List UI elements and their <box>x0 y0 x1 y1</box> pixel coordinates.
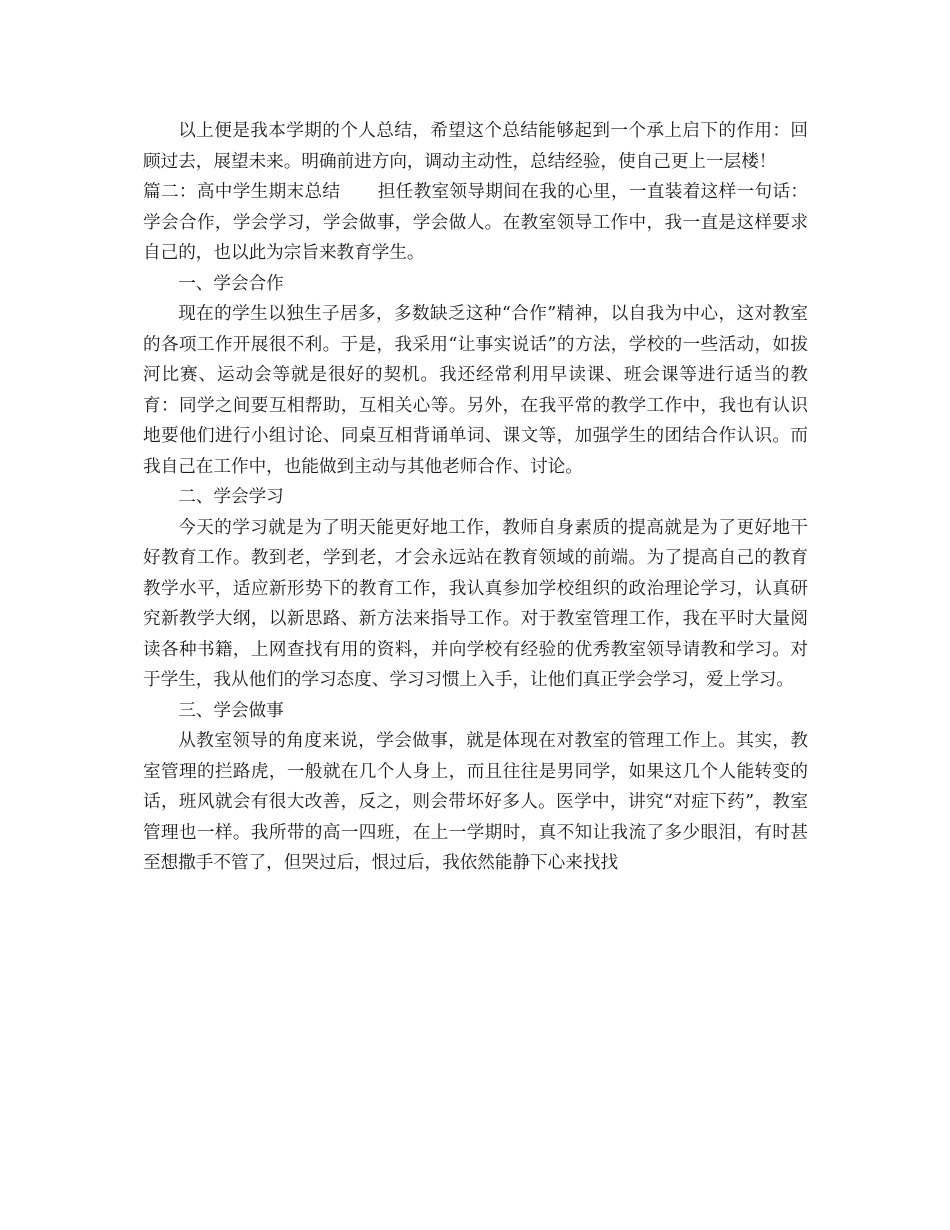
heading-learn-cooperation: 一、学会合作 <box>178 273 284 294</box>
paragraph-work: 从教室领导的角度来说，学会做事，就是体现在对教室的管理工作上。其实，教室管理的拦路虎，一般就在几个人身上，而且往往是男同学，如果这几个人能转变的话，班风就会有很大改善，反之，则会带坏好多人。医学中，讲究“对症下药”，教室管理也一样。我所带的高一四班，在上一学期时，真不知让我流了多少眼泪，有时甚至想撒手不管了，但哭过后，恨过后，我依然能静下心来找找 <box>143 731 808 873</box>
section-title: 篇二：高中学生期末总结 <box>143 182 341 202</box>
document-body <box>143 116 808 879</box>
heading-learn-study: 二、学会学习 <box>178 487 284 507</box>
paragraph-study: 今天的学习就是为了明天能更好地工作，教师自身素质的提高就是为了更好地干好教育工作。教到老，学到老，才会永远站在教育领域的前端。为了提高自己的教育教学水平，适应新形势下的教育工作，我认真参加学校组织的政治理论学习，认真研究新教学大纲，以新思路、新方法来指导工作。对于教室管理工作，我在平时大量阅读各种书籍，上网查找有用的资料，并向学校有经验的优秀教室领导请教和学习。对于学生，我从他们的学习态度、学习习惯上入手，让他们真正学会学习，爱上学习。 <box>143 517 808 690</box>
section-intro-text: 担任教室领导期间在我的心里，一直装着这样一句话：学会合作，学会学习，学会做事，学会做人。在教室领导工作中，我一直是这样要求自己的，也以此为宗旨来教育学生。 <box>143 182 808 263</box>
paragraph-section-two-intro <box>143 177 808 269</box>
paragraph-summary-closing: 以上便是我本学期的个人总结，希望这个总结能够起到一个承上启下的作用：回顾过去，展望未来。明确前进方向，调动主动性，总结经验，使自己更上一层楼！ <box>143 121 808 172</box>
heading-learn-work: 三、学会做事 <box>178 700 284 721</box>
paragraph-cooperation: 现在的学生以独生子居多，多数缺乏这种“合作”精神，以自我为中心，这对教室的各项工作开展很不利。于是，我采用“让事实说话”的方法，学校的一些活动，如拔河比赛、运动会等就是很好的契机。我还经常利用早读课、班会课等进行适当的教育：同学之间要互相帮助，互相关心等。另外，在我平常的教学工作中，我也有认识地要他们进行小组讨论、同桌互相背诵单词、课文等，加强学生的团结合作认识。而我自己在工作中，也能做到主动与其他老师合作、讨论。 <box>143 304 808 477</box>
